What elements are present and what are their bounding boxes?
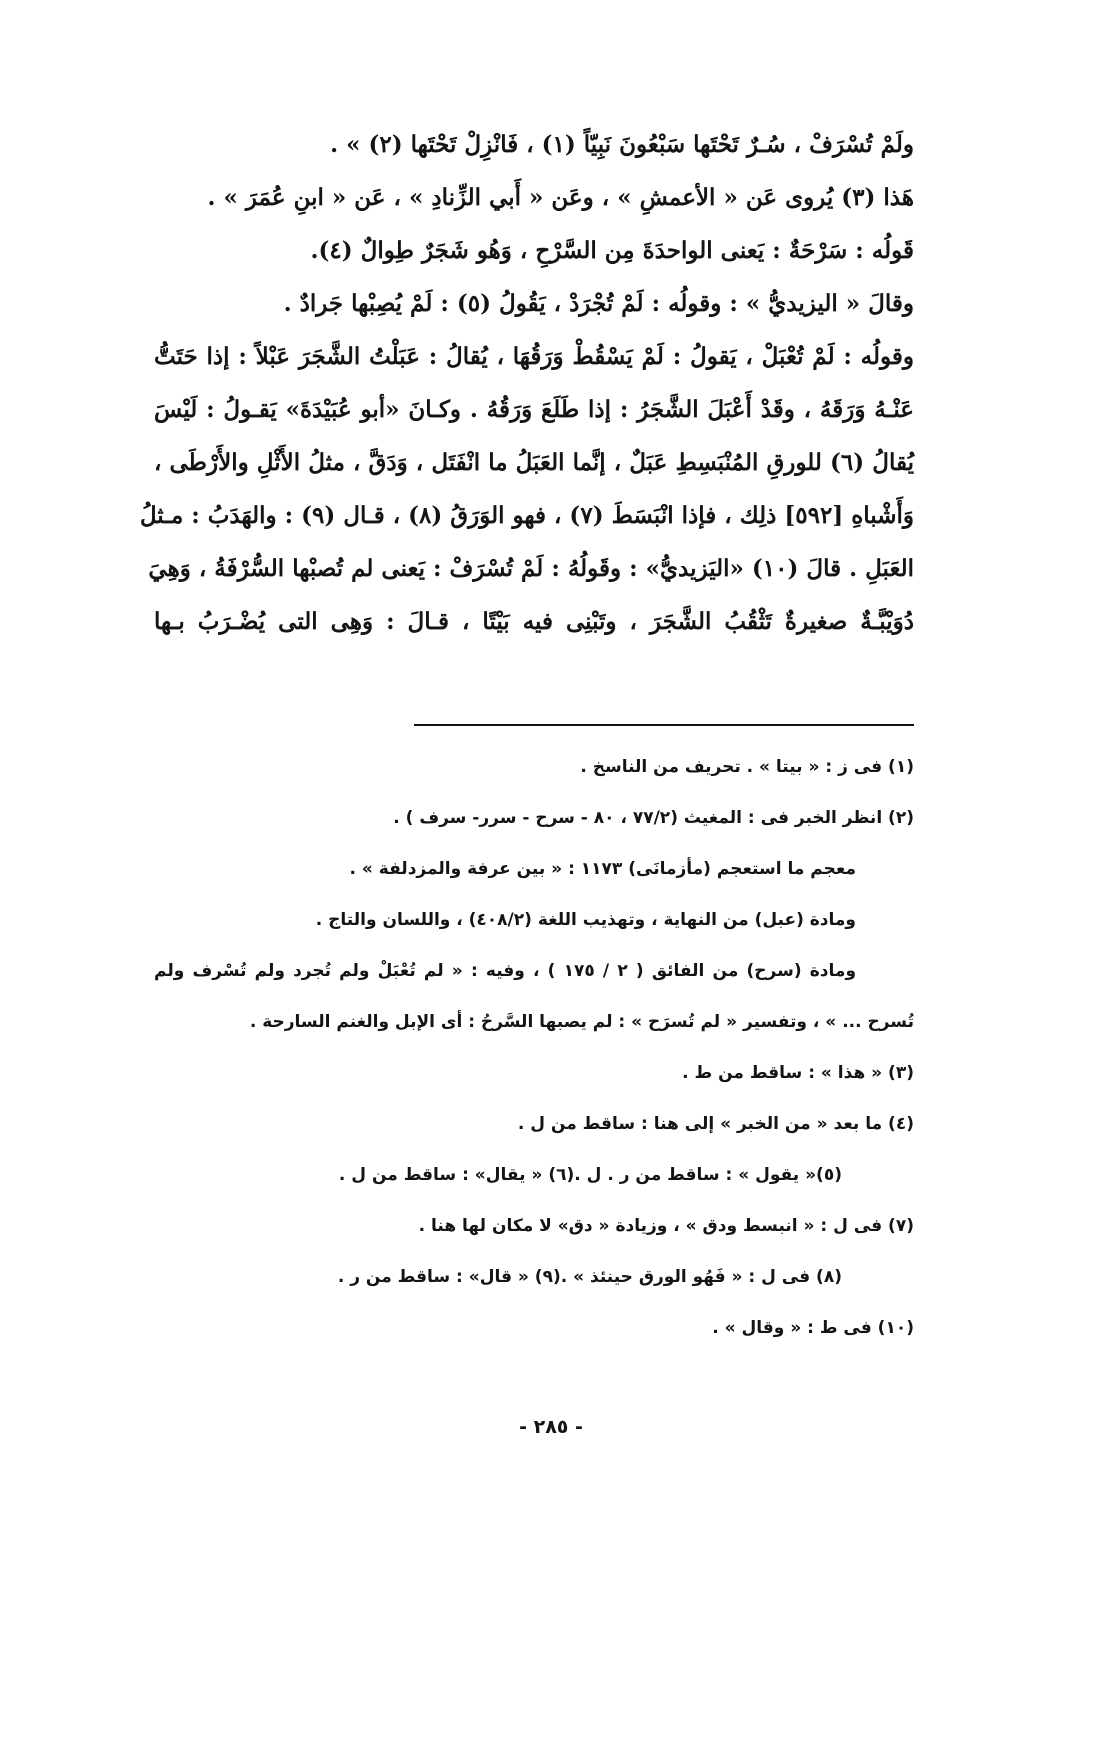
footnote-2-continued: معجم ما استعجم (مأزمانَى) ١١٧٣ : « بين عرفة والمزدلفة » . [349,859,856,879]
footnote-4: (٤) ما بعد « من الخبر » إلى هنا : ساقط من ل . [517,1114,914,1134]
text-line: وقولُه : لَمْ تُعْبَلْ ، يَقولُ : لَمْ يَسْقُطْ وَرَقُهَا ، يُقالُ : عَبَلْتُ الشَّجَرَ عَبْلاً : إذا حَتَتُّ [154,343,914,370]
text-line: يُقالُ (٦) للورقِ المُنْبَسِطِ عَبَلٌ ، إنَّما العَبَلُ ما انْفَتَل ، وَدَقَّ ، مثلُ الأَثْلِ والأَرْطَى ، [154,449,914,476]
text-line: هَذا (٣) يُروى عَن « الأعمشِ » ، وعَن « أَبي الزِّنادِ » ، عَن « ابنِ عُمَرَ » . [207,184,914,211]
footnote-7: (٧) فى ل : « انبسط ودق » ، وزيادة « دق» لا مكان لها هنا . [418,1216,914,1236]
footnote-10: (١٠) فى ط : « وقال » . [712,1318,914,1338]
footnote-2: (٢) انظر الخبر فى : المغيث (٧٧/٢ ، ٨٠ - سرح - سرر- سرف ) . [393,808,914,828]
footnote-2-continued: ومادة (عبل) من النهاية ، وتهذيب اللغة (٤٠٨/٢) ، واللسان والتاج . [315,910,856,930]
footnote-3: (٣) « هذا » : ساقط من ط . [682,1063,914,1083]
footnote-row-5-6 [154,1150,914,1201]
footnote-2-continued: ومادة (سرح) من الفائق ( ٢ / ١٧٥ ) ، وفيه : « لم تُعْبَلْ ولم تُجرد ولم تُسْرف ولم [154,961,857,981]
footnote-2-continued: تُسرح ... » ، وتفسير « لم تُسرَح » : لم يصبها السَّرحُ : أى الإبل والغنم السارحة . [249,1012,914,1032]
text-line: العَبَلِ . قالَ (١٠) «اليَزيديُّ» : وقَولُهُ : لَمْ تُسْرَفْ : يَعنى لم تُصبْها السُّرْفَةُ ، وَهِيَ [148,555,914,582]
text-line: ولَمْ تُسْرَفْ ، سُـرٌ تَحْتَها سَبْعُونَ نَبِيّاً (١) ، فَانْزِلْ تَحْتَها (٢) » . [330,131,914,158]
footnote-5: (٥)« يقول » : ساقط من ر . ل . [574,1165,842,1185]
text-line: وَأَشْباهِ [٥٩٢] ذلِك ، فإذا انْبَسَطَ (٧) ، فهو الوَرَقُ (٨) ، قـال (٩) : والهَدَبُ : مـثلُ [139,502,914,529]
page-number: - ٢٨٥ - [519,1416,583,1438]
footnote-1: (١) فى ز : « بيتا » . تحريف من الناسخ . [580,757,914,777]
text-line: دُوَيْبَّـةٌ صغيرةٌ تَثْقُبُ الشَّجَرَ ، وتَبْنِى فيه بَيْتًا ، قـالَ : وَهِى التى يُضْـرَبُ بـها [154,608,914,635]
footnote-9: (٩) « قال» : ساقط من ر . [337,1267,561,1287]
footnote-8: (٨) فى ل : « فَهُو الورق حينئذ » . [560,1267,842,1287]
text-line: وقالَ « اليزيديُّ » : وقولُه : لَمْ تُجْرَدْ ، يَقُولُ (٥) : لَمْ يُصِبْها جَرادٌ . [283,290,914,317]
footnote-separator [414,724,914,726]
text-line: قَولُه : سَرْحَةٌ : يَعنى الواحدَةَ مِن السَّرْحِ ، وَهُو شَجَرٌ طِوالٌ (٤). [310,237,914,264]
footnote-row-8-9 [154,1252,914,1303]
text-line: عَنْـهُ وَرَقَهُ ، وقَدْ أَعْبَلَ الشَّجَرُ : إذا طَلَعَ وَرَقُهُ . وكـانَ «أبو عُبَيْدَةَ» يَقـولُ : لَيْسَ [154,396,914,423]
footnotes-block [154,742,914,1354]
main-text-block [139,118,914,648]
footnote-6: (٦) « يقال» : ساقط من ل . [338,1165,575,1185]
